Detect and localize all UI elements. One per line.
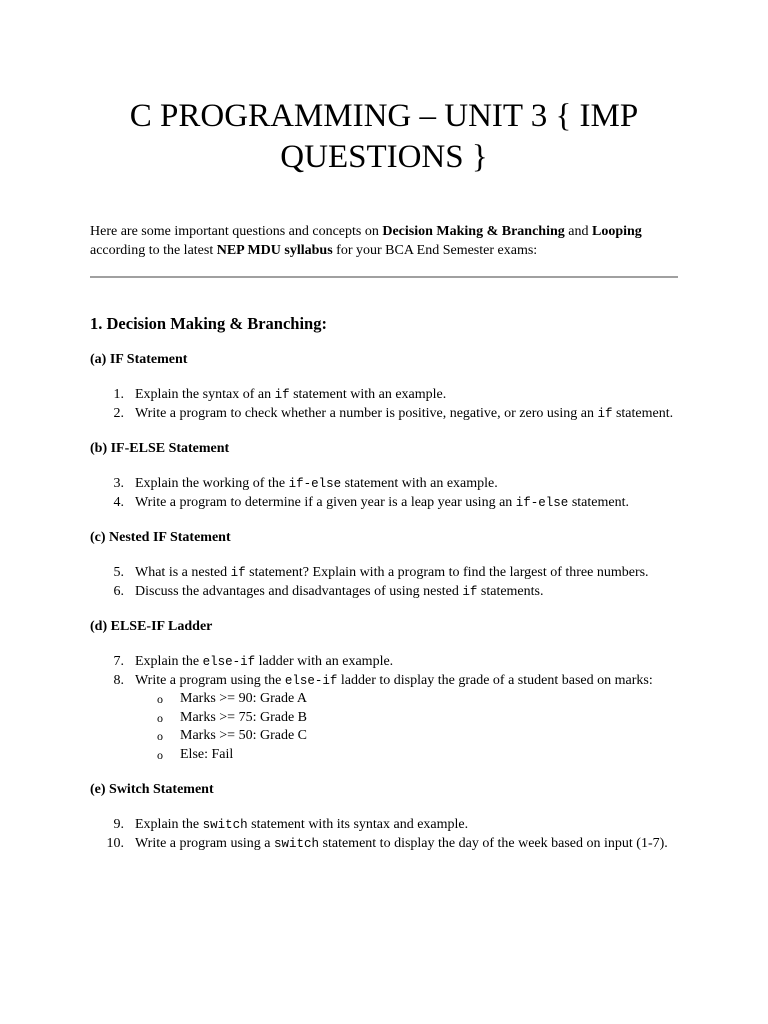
page-title: C PROGRAMMING – UNIT 3 { IMP QUESTIONS } [129, 98, 639, 175]
question-item [90, 386, 678, 405]
horizontal-divider [90, 276, 678, 278]
question-text: Explain the syntax of an [135, 387, 275, 402]
code-keyword: if-else [288, 477, 342, 491]
question-text: statement with an example. [289, 387, 447, 402]
code-keyword: else-if [202, 655, 256, 669]
grade-criteria-list [135, 690, 678, 764]
bullet-marker: o [157, 747, 163, 762]
question-number: 7. [113, 654, 124, 669]
grade-criteria-text: Marks >= 50: Grade C [180, 728, 307, 743]
question-number: 10. [106, 835, 124, 851]
question-text: What is a nested [135, 565, 231, 580]
question-text: Write a program using a [135, 835, 275, 851]
question-text: Write a program to check whether a number is positive, negative, or zero using an [135, 405, 598, 421]
question-item [90, 672, 678, 765]
question-text: ladder to display the grade of a student based on marks: [337, 672, 653, 688]
question-text: statement? Explain with a program to find the largest of three numbers. [245, 565, 649, 580]
code-keyword: if [462, 584, 478, 599]
grade-criteria-item [135, 746, 678, 765]
question-text: statement. [612, 405, 674, 421]
section-heading: 1. Decision Making & Branching: [90, 314, 327, 333]
code-keyword: else-if [284, 673, 338, 688]
question-number: 3. [113, 476, 124, 491]
question-text: Explain the working of the [135, 476, 289, 491]
question-item [90, 475, 678, 494]
subsection-heading-nested-if: (c) Nested IF Statement [90, 530, 231, 545]
question-number: 9. [113, 817, 124, 832]
subsection-heading-if: (a) IF Statement [90, 352, 188, 367]
document-page [90, 0, 678, 853]
grade-criteria-item [135, 690, 678, 709]
intro-text: for your BCA End Semester exams: [332, 243, 538, 258]
question-number: 8. [113, 672, 124, 688]
intro-bold-syllabus: NEP MDU syllabus [216, 243, 333, 258]
question-text: statement with its syntax and example. [247, 817, 469, 832]
question-text: statements. [477, 583, 544, 599]
intro-paragraph [90, 222, 678, 260]
intro-text: according to the latest [90, 243, 217, 258]
question-text: ladder with an example. [255, 654, 394, 669]
question-list-if [90, 386, 678, 423]
question-number: 6. [113, 583, 124, 599]
subsection-heading-switch: (e) Switch Statement [90, 782, 214, 797]
bullet-marker: o [157, 710, 163, 725]
question-text: Write a program to determine if a given year is a leap year using an [135, 494, 516, 510]
bullet-marker: o [157, 729, 163, 743]
intro-bold-topic-2: Looping [591, 224, 642, 239]
question-number: 5. [113, 565, 124, 580]
question-list-if-else [90, 475, 678, 512]
subsection-heading-else-if-ladder: (d) ELSE-IF Ladder [90, 619, 213, 634]
question-list-switch [90, 816, 678, 853]
question-number: 2. [113, 405, 124, 421]
grade-criteria-text: Marks >= 90: Grade A [180, 691, 307, 706]
question-item [90, 816, 678, 835]
intro-bold-topic-1: Decision Making & Branching [382, 224, 565, 239]
code-keyword: if [597, 406, 613, 421]
code-keyword: if-else [515, 495, 569, 510]
question-item [90, 405, 678, 424]
grade-criteria-text: Else: Fail [180, 746, 234, 762]
question-item [90, 835, 678, 854]
question-item [90, 494, 678, 513]
question-list-nested-if [90, 564, 678, 601]
question-text: Explain the [135, 654, 203, 669]
question-item [90, 564, 678, 583]
grade-criteria-item [135, 709, 678, 728]
bullet-marker: o [157, 692, 163, 706]
question-text: Write a program using the [135, 672, 285, 688]
intro-text: and [564, 224, 592, 239]
code-keyword: if [230, 566, 246, 580]
subsection-heading-if-else: (b) IF-ELSE Statement [90, 441, 230, 456]
question-number: 4. [113, 494, 124, 510]
grade-criteria-item [135, 727, 678, 746]
code-keyword: switch [274, 836, 320, 851]
question-text: Explain the [135, 817, 203, 832]
question-item [90, 583, 678, 602]
question-text: statement with an example. [341, 476, 498, 491]
code-keyword: switch [202, 818, 248, 832]
question-text: statement to display the day of the week based on input (1-7). [319, 835, 668, 851]
question-list-else-if-ladder [90, 653, 678, 764]
question-number: 1. [113, 387, 124, 402]
question-text: Discuss the advantages and disadvantages of using nested [135, 583, 463, 599]
question-text: statement. [568, 494, 629, 510]
intro-text: Here are some important questions and concepts on [90, 224, 383, 239]
code-keyword: if [274, 388, 290, 402]
question-item [90, 653, 678, 672]
grade-criteria-text: Marks >= 75: Grade B [180, 709, 307, 725]
